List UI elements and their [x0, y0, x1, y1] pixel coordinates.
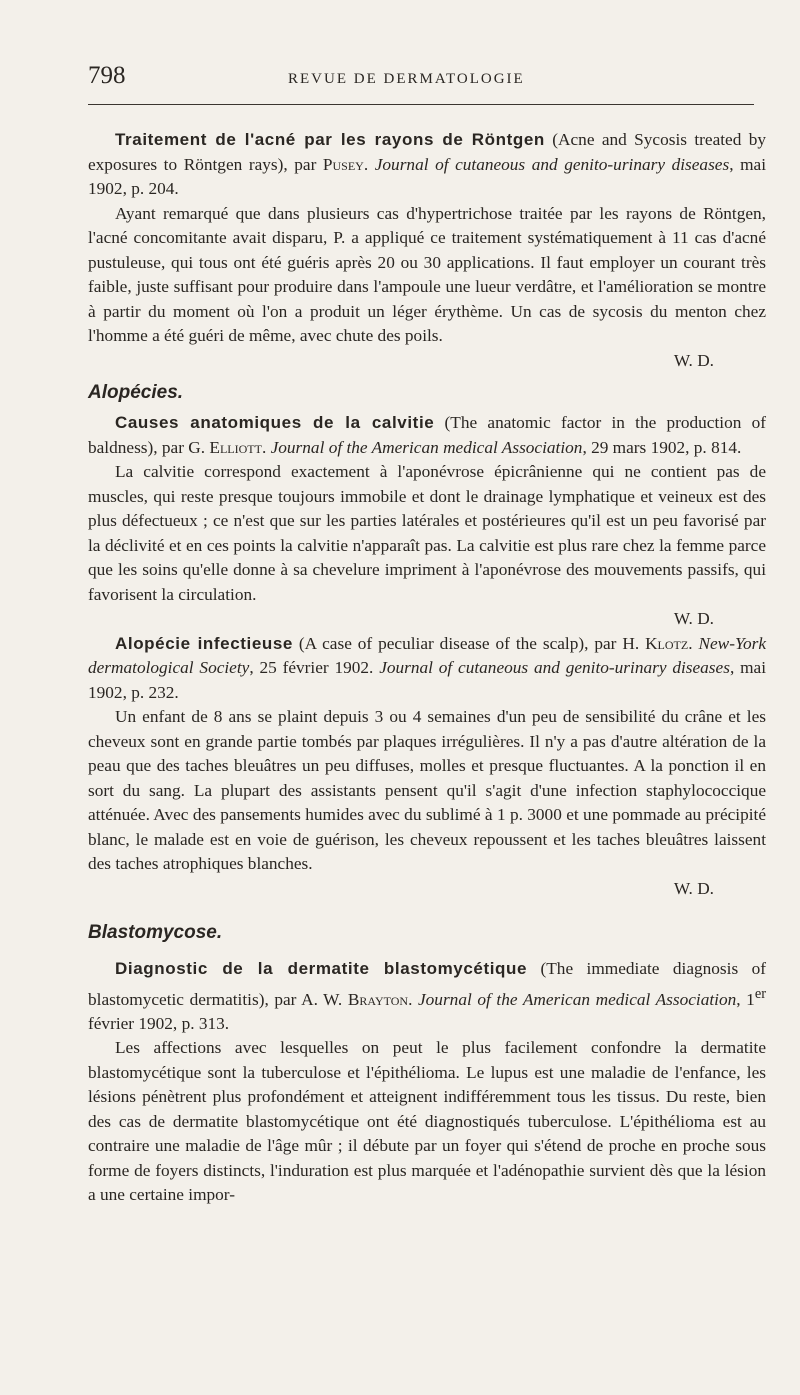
page-content	[88, 128, 766, 1208]
author-name: Brayton	[347, 989, 409, 1009]
article-body: Les affections avec lesquelles on peut le plus facilement confondre la dermatite blastomycétique sont la tuberculose et l'épithélioma. Le lupus est une maladie de l'enfance, les lésions pénètrent plus profondément et atteignent indifféremment tous les tissus. Du reste, bien des cas de dermatite blastomycétique ont été diagnostiqués tuberculose. L'épithélioma est au contraire une maladie de l'âge mûr ; il débute par un foyer qui s'étend de proche en proche sous forme de foyers distincts, l'induration est plus marquée et l'adénopathie survient dès que la lésion a une certaine impor-	[88, 1038, 766, 1205]
article-calvitie	[88, 411, 766, 632]
author-name: Pusey	[322, 154, 364, 174]
page-header	[88, 62, 754, 98]
citation-text: .	[688, 633, 699, 653]
signature: W. D.	[673, 350, 714, 370]
article-body: Ayant remarqué que dans plusieurs cas d'hypertrichose traitée par les rayons de Röntgen, l'acné concomitante avait disparu, P. a appliqué ce traitement systématiquement à 11 cas d'acné pustuleuse, qui tous ont été guéris après 20 ou 30 applications. Il faut employer un courant très faible, juste suffisant pour produire dans l'ampoule une lueur verdâtre, et l'amélioration se montre à partir du moment où l'on a produit un léger érythème. Un cas de sycosis du menton chez l'homme a été guéri de même, avec chute des poils.	[88, 203, 766, 345]
citation-text: (A case of peculiar disease of the scalp), par H.	[293, 633, 646, 653]
journal-name: Journal of cutaneous and genito-urinary diseases	[379, 658, 730, 677]
citation-text: , 1	[736, 989, 755, 1009]
section-heading-alopecies: Alopécies.	[88, 382, 184, 403]
citation-text: , 25 février 1902.	[249, 658, 380, 677]
society-name: New-York dermatological Society	[88, 633, 767, 677]
citation-text: .	[363, 154, 375, 174]
article-title: Diagnostic de la dermatite blastomycétique	[115, 959, 528, 978]
header-rule	[88, 104, 754, 105]
signature: W. D.	[673, 878, 714, 898]
page-number: 798	[88, 62, 126, 89]
citation-text: .	[408, 989, 418, 1009]
journal-name: Journal of cutaneous and genito-urinary diseases	[374, 154, 730, 174]
section-heading-blastomycose: Blastomycose.	[88, 922, 223, 943]
author-name: Klotz	[645, 633, 689, 653]
citation-text: .	[261, 437, 271, 457]
citation-text: (The anatomic factor in the production of baldness), par G.	[88, 413, 766, 457]
article-alopecie-infectieuse	[88, 632, 766, 902]
article-title: Causes anatomiques de la calvitie	[115, 413, 435, 432]
citation-text: , mai 1902, p. 232.	[88, 658, 767, 702]
citation-text: (Acne and Sycosis treated by exposures to Röntgen rays), par	[88, 130, 767, 174]
article-blastomycose	[88, 957, 766, 1208]
article-citation	[88, 128, 766, 202]
article-citation	[88, 411, 766, 460]
citation-text: (The immediate diagnosis of blastomycetic dermatitis), par A. W.	[88, 959, 766, 1009]
article-body: La calvitie correspond exactement à l'aponévrose épicrânienne qui ne contient pas de muscles, qui reste presque toujours immobile et dont le drainage lymphatique et veineux est des plus défectueux ; ce n'est que sur les parties latérales et postérieures qu'il est un peu favorisé par la déclivité et en ces points la calvitie n'apparaît pas. La calvitie est plus rare chez la femme parce que les soins qu'elle donne à sa chevelure impriment à l'aponévrose des mouvements passifs, qui favorisent la circulation.	[88, 462, 766, 604]
citation-text: , mai 1902, p. 204.	[88, 154, 766, 198]
journal-name: Journal of the American medical Association	[270, 437, 583, 457]
superscript: er	[754, 985, 767, 1002]
article-body: Un enfant de 8 ans se plaint depuis 3 ou 4 semaines d'un peu de sensibilité du crâne et les cheveux sont en grande partie tombés par plaques irrégulières. Il n'y a pas d'autre altération de la peau que des taches bleuâtres un peu diffuses, molles et presque fluctuantes. A la ponction il en sort du sang. La plupart des assistants pensent qu'il s'agit d'une infection staphylococcique atténuée. Avec des pansements humides avec du sublimé à 1 p. 3000 et une pommade au précipité blanc, le malade est en voie de guérison, les cheveux repoussent et les taches bleuâtres laissent des taches atrophiques blanches.	[88, 707, 766, 873]
running-title: REVUE DE DERMATOLOGIE	[288, 71, 525, 87]
signature: W. D.	[673, 609, 714, 628]
article-title: Alopécie infectieuse	[115, 633, 293, 653]
journal-name: Journal of the American medical Association	[418, 989, 737, 1009]
article-citation	[88, 957, 766, 1036]
article-acne-rontgen	[88, 128, 766, 373]
article-citation	[88, 632, 766, 706]
citation-text: février 1902, p. 313.	[88, 1013, 230, 1033]
article-title: Traitement de l'acné par les rayons de Röntgen	[115, 130, 545, 149]
citation-text: , 29 mars 1902, p. 814.	[582, 437, 742, 457]
author-name: Elliott	[209, 437, 262, 457]
